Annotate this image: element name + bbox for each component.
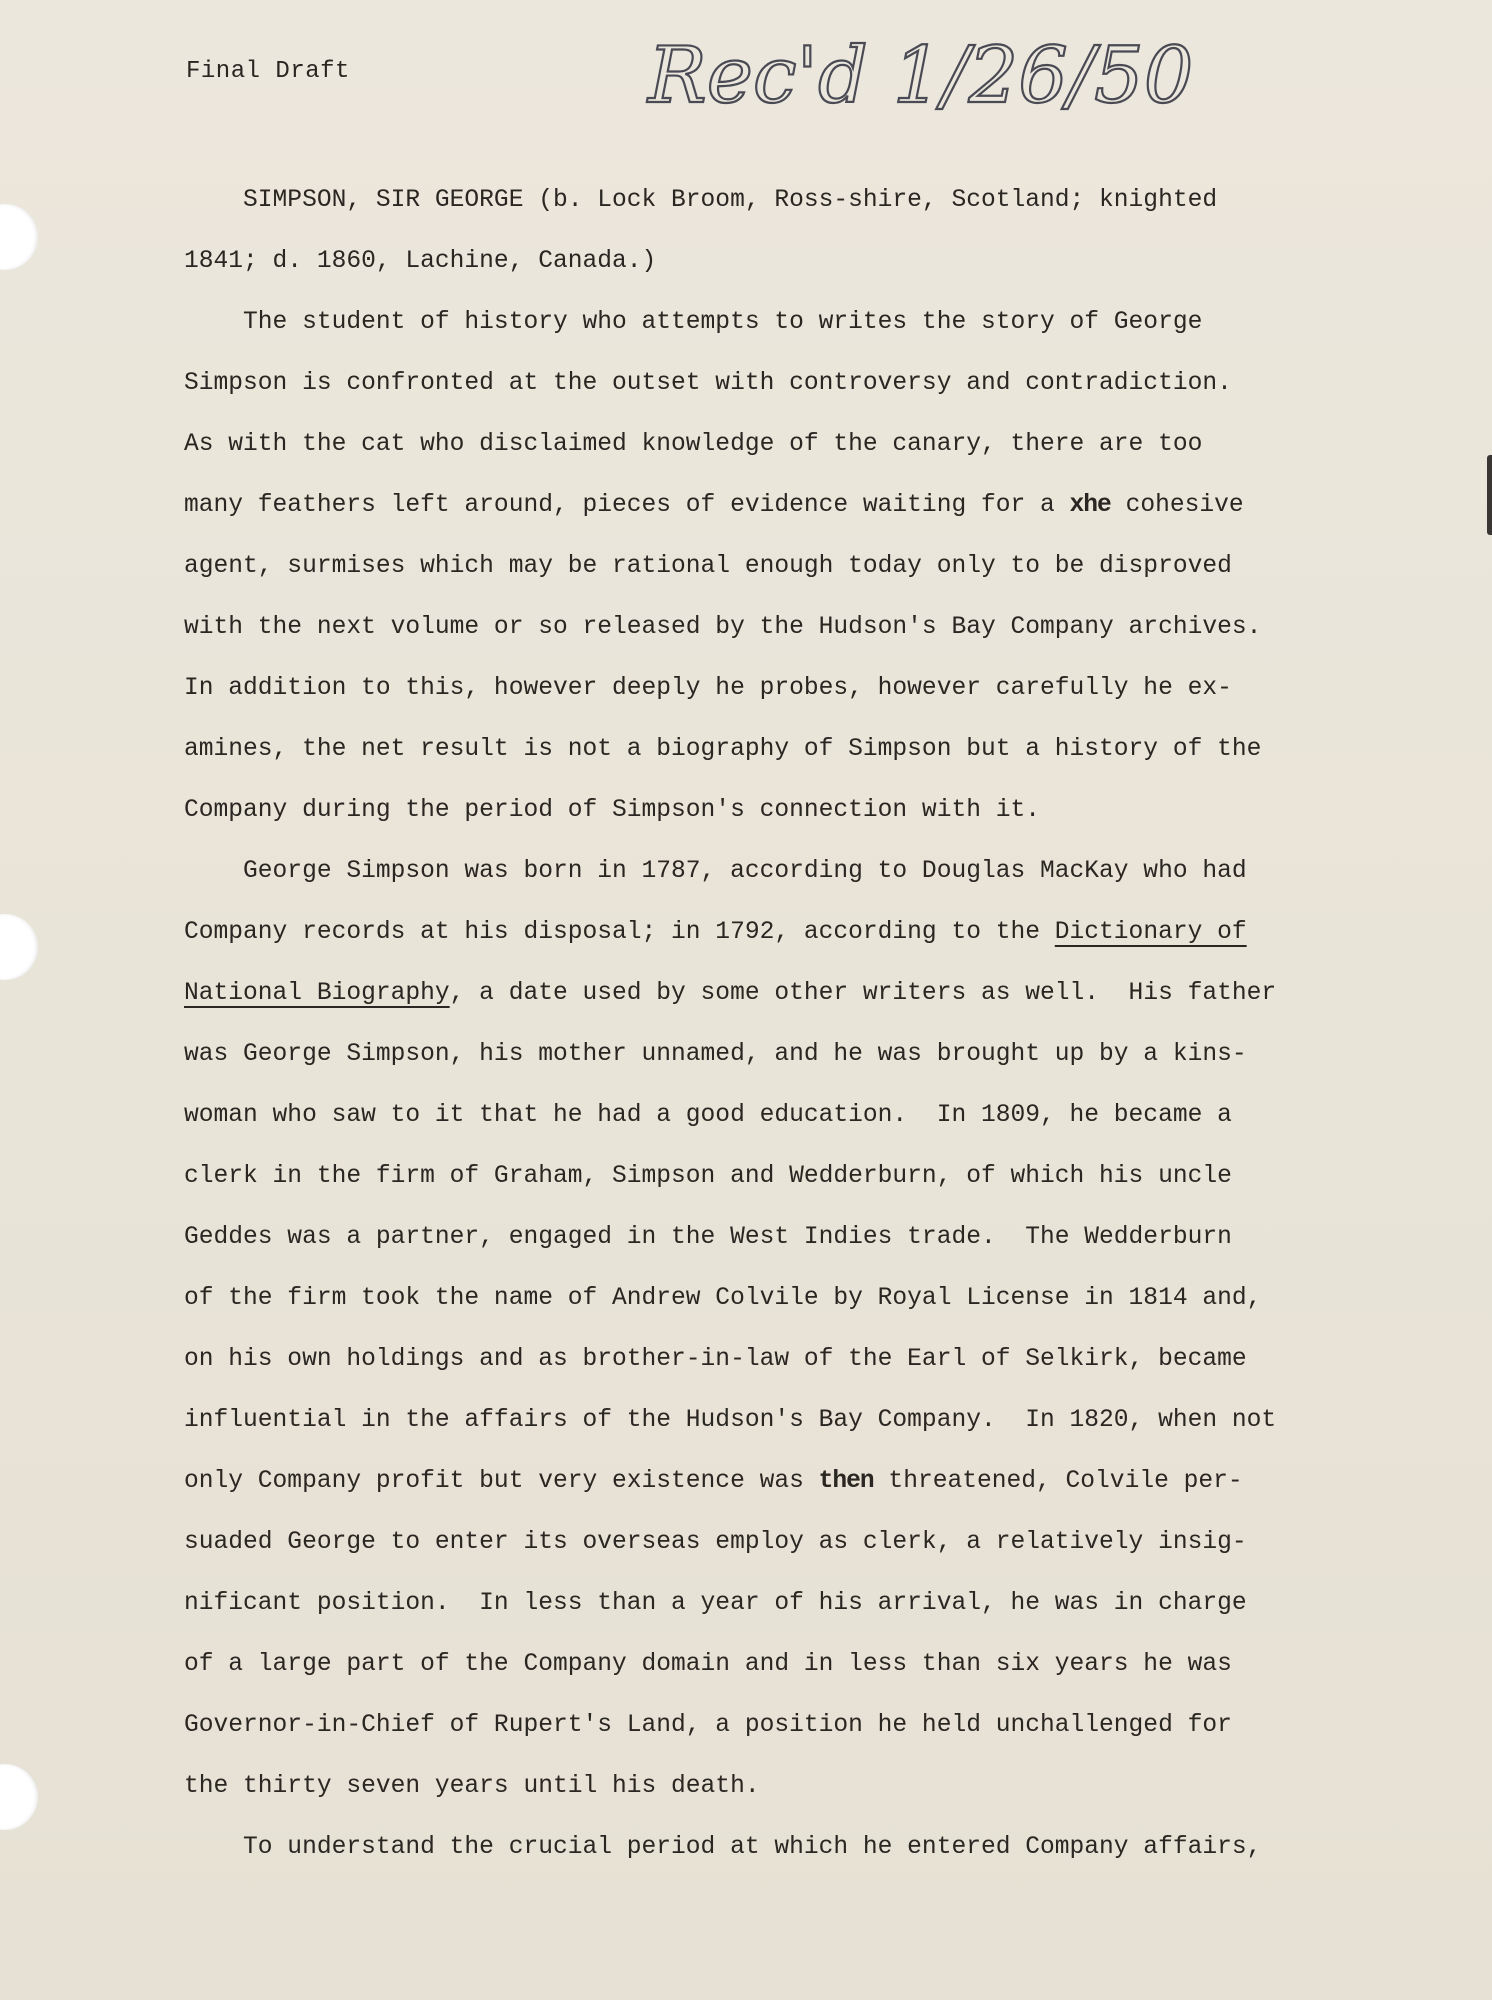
text-line	[184, 963, 1334, 1024]
text-line	[184, 658, 1334, 719]
text-segment: Geddes was a partner, engaged in the West Indies trade. The Wedderburn	[184, 1224, 1232, 1251]
text-line	[184, 231, 1334, 292]
text-segment: clerk in the firm of Graham, Simpson and Wedderburn, of which his uncle	[184, 1163, 1232, 1190]
text-segment: Simpson is confronted at the outset with controversy and contradiction.	[184, 370, 1232, 397]
text-line	[184, 1817, 1334, 1878]
text-segment: SIMPSON, SIR GEORGE (b. Lock Broom, Ross-shire, Scotland; knighted	[184, 187, 1218, 214]
text-line	[184, 1268, 1334, 1329]
text-line	[184, 780, 1334, 841]
text-segment: 1841; d. 1860, Lachine, Canada.)	[184, 248, 657, 275]
text-line	[184, 475, 1334, 536]
punch-hole-middle	[0, 914, 38, 980]
text-line	[184, 1512, 1334, 1573]
text-line	[184, 1146, 1334, 1207]
punch-hole-bottom	[0, 1764, 38, 1830]
article-body	[184, 170, 1334, 1878]
paper-edge-mark	[1487, 455, 1492, 535]
text-line	[184, 597, 1334, 658]
text-line	[184, 170, 1334, 231]
text-segment: , a date used by some other writers as well. His father	[449, 980, 1277, 1007]
text-line	[184, 1634, 1334, 1695]
text-line	[184, 1695, 1334, 1756]
text-line	[184, 1207, 1334, 1268]
text-segment: In addition to this, however deeply he probes, however carefully he ex-	[184, 675, 1232, 702]
draft-label: Final Draft	[186, 58, 350, 85]
underlined-title: National Biography	[184, 980, 450, 1007]
text-line	[184, 1329, 1334, 1390]
text-segment: the thirty seven years until his death.	[184, 1773, 760, 1800]
text-segment: Governor-in-Chief of Rupert's Land, a position he held unchallenged for	[184, 1712, 1232, 1739]
text-line	[184, 902, 1334, 963]
struck-word: xhe	[1069, 492, 1111, 519]
text-line	[184, 719, 1334, 780]
text-segment: many feathers left around, pieces of evidence waiting for a	[184, 492, 1070, 519]
punch-hole-top	[0, 204, 38, 270]
text-segment: As with the cat who disclaimed knowledge of the canary, there are too	[184, 431, 1203, 458]
text-segment: The student of history who attempts to writes the story of George	[184, 309, 1203, 336]
text-line	[184, 1085, 1334, 1146]
text-segment: of the firm took the name of Andrew Colvile by Royal License in 1814 and,	[184, 1285, 1262, 1312]
text-line	[184, 1024, 1334, 1085]
text-segment: agent, surmises which may be rational enough today only to be disproved	[184, 553, 1232, 580]
struck-word: then	[818, 1468, 874, 1495]
text-segment: Company during the period of Simpson's connection with it.	[184, 797, 1041, 824]
text-segment: on his own holdings and as brother-in-law of the Earl of Selkirk, became	[184, 1346, 1247, 1373]
text-segment: cohesive	[1110, 492, 1244, 519]
text-line	[184, 1451, 1334, 1512]
text-line	[184, 536, 1334, 597]
text-segment: George Simpson was born in 1787, according to Douglas MacKay who had	[184, 858, 1247, 885]
text-line	[184, 1390, 1334, 1451]
text-segment: woman who saw to it that he had a good education. In 1809, he became a	[184, 1102, 1232, 1129]
text-segment: of a large part of the Company domain and in less than six years he was	[184, 1651, 1232, 1678]
text-segment: nificant position. In less than a year of his arrival, he was in charge	[184, 1590, 1247, 1617]
text-segment: was George Simpson, his mother unnamed, and he was brought up by a kins-	[184, 1041, 1247, 1068]
text-line	[184, 353, 1334, 414]
text-line	[184, 414, 1334, 475]
handwritten-note-text: Rec'd 1/26/50	[648, 31, 1194, 121]
text-segment: suaded George to enter its overseas employ as clerk, a relatively insig-	[184, 1529, 1247, 1556]
text-line	[184, 292, 1334, 353]
text-line	[184, 1573, 1334, 1634]
text-segment: amines, the net result is not a biography of Simpson but a history of the	[184, 736, 1262, 763]
text-segment: To understand the crucial period at which he entered Company affairs,	[184, 1834, 1262, 1861]
underlined-title: Dictionary of	[1054, 919, 1247, 946]
text-line	[184, 1756, 1334, 1817]
handwritten-received-date	[640, 20, 1194, 130]
text-segment: threatened, Colvile per-	[873, 1468, 1243, 1495]
text-segment: only Company profit but very existence was	[184, 1468, 819, 1495]
text-segment: with the next volume or so released by the Hudson's Bay Company archives.	[184, 614, 1262, 641]
text-line	[184, 841, 1334, 902]
text-segment: influential in the affairs of the Hudson's Bay Company. In 1820, when not	[184, 1407, 1277, 1434]
text-segment: Company records at his disposal; in 1792, according to the	[184, 919, 1055, 946]
